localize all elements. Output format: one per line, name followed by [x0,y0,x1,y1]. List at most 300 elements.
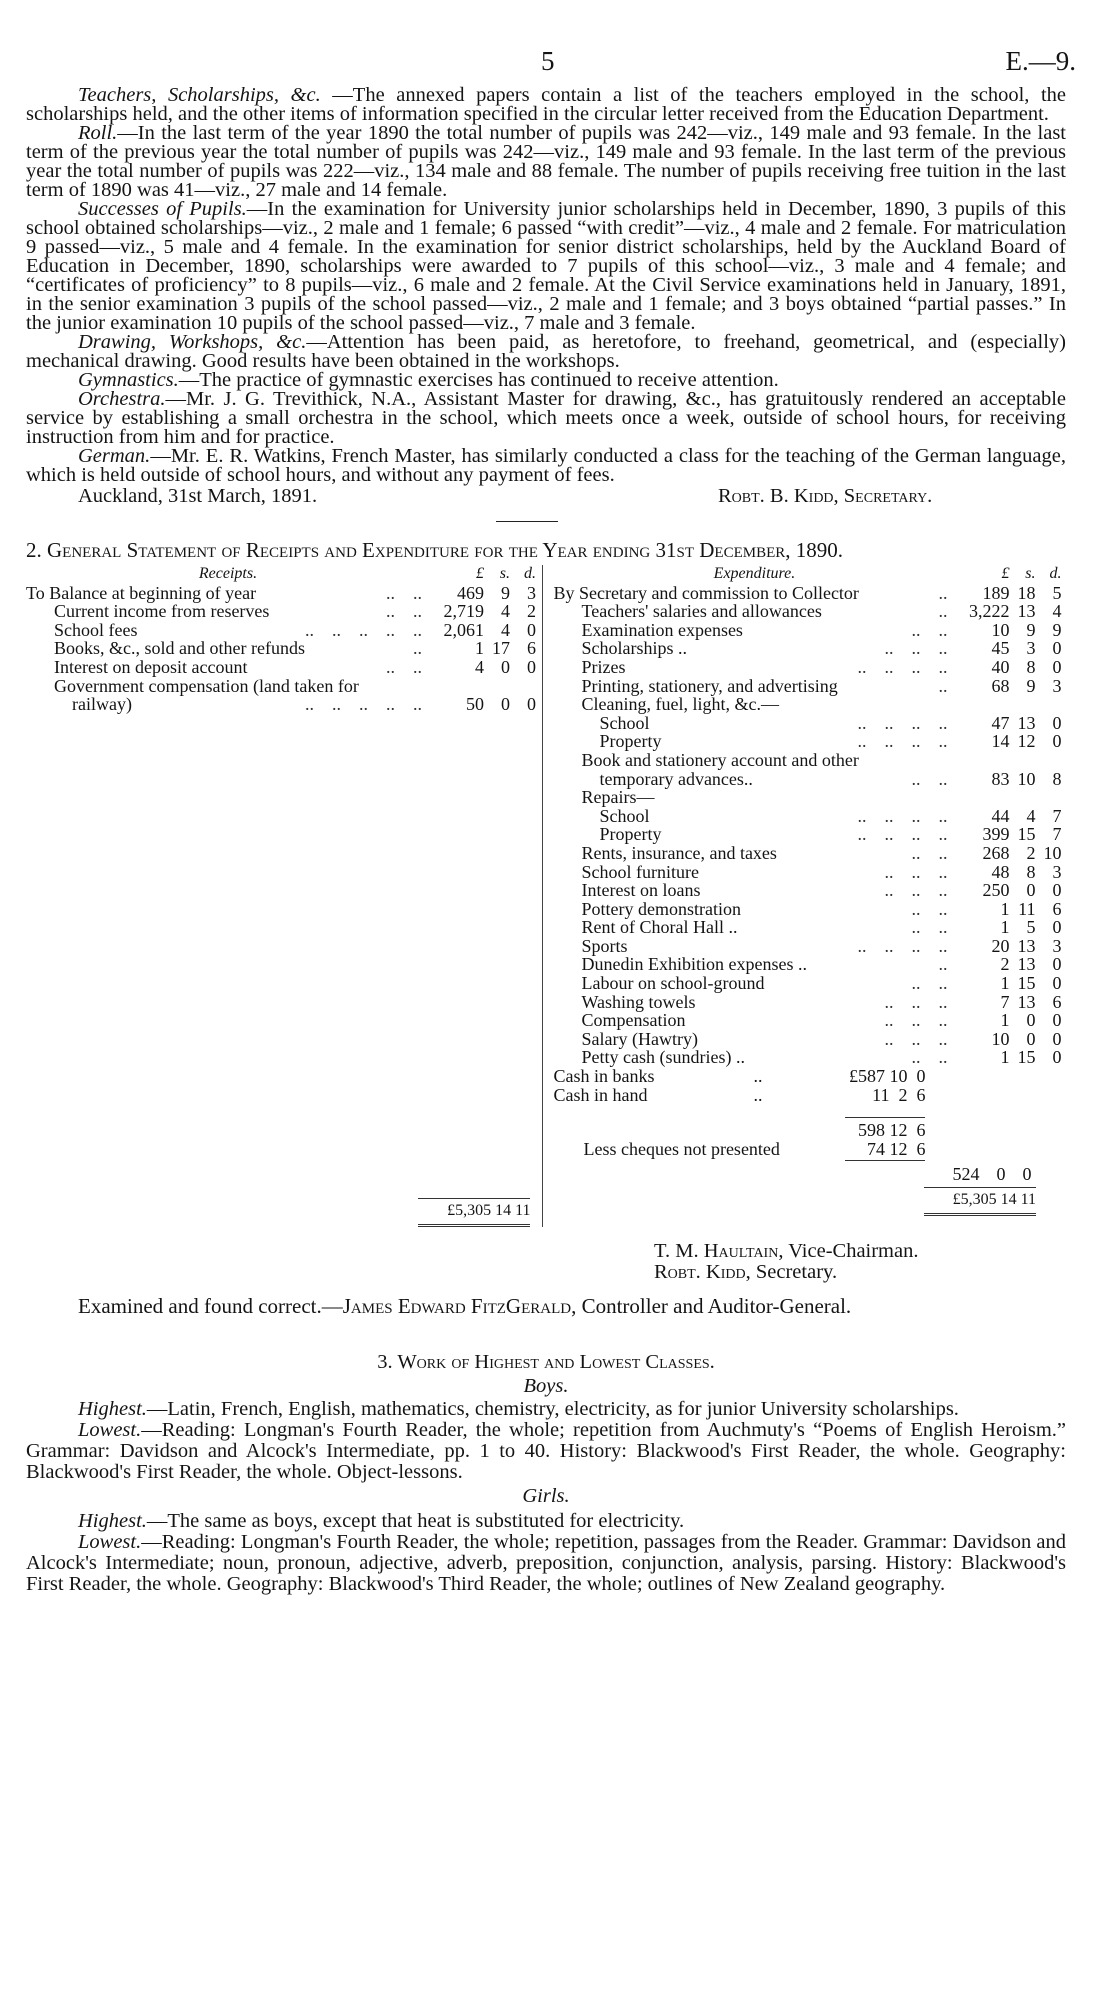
amount-shillings [1009,751,1035,770]
paragraph-text: —In the examination for University junior scholarships held in December, 1890, 3 pupils of this school obtained scholarships—viz., 2 male and 1 female; 6 passed “with credit”—viz., 4 male and 2 female. For matriculation 9 passed—viz., 5 male and 4 female. In the examination for senior district scholarships, held by the Auckland Board of Education in December, 1890, scholarships were awarded to 7 pupils of this school—viz., 3 male and 4 female; and “certificates of proficiency” to 8 pupils—viz., 6 male and 2 female. At the Civil Service examinations held in January, 1891, in the senior examination 3 pupils of the school passed—viz., 2 male and 1 female; and 3 boys obtained “partial passes.” In the junior examination 10 pupils of the school passed—viz., 7 male and 3 female. [26,198,1066,334]
leader-dots: .. .. [911,973,948,994]
amount-pence: 3 [1052,935,1062,956]
row-label [553,918,955,937]
amount-pounds: 45 [991,638,1010,659]
amount-pence: 3 [1052,861,1062,882]
amount-pounds: 7 [1000,991,1010,1012]
row-label [553,1030,955,1049]
paragraph-title: Teachers, Scholarships, &c. [78,84,321,106]
boys-heading: Boys. [523,1374,569,1397]
place-date: Auckland, 31st March, 1891. [78,485,318,507]
paragraph-text: —The annexed papers contain a list of the teachers employed in the school, the scholarships held, and the other items of information specified in the circular letter received from the Education Department. [26,84,1066,125]
amount-pence: 5 [1052,582,1062,603]
report-paragraph [26,333,1066,371]
cash-subtotal: 598 12 6 [857,1120,926,1141]
amount-pence: 0 [1052,880,1062,901]
amount-shillings: 3 [1026,638,1036,659]
row-label-text: Printing, stationery, and advertising [581,675,838,696]
amount-pounds: 44 [991,805,1010,826]
leader-dots: .. .. .. .. [857,805,948,826]
expenditure-row [553,602,1061,621]
signatory [654,1241,1066,1262]
paragraph-title: Gymnastics. [78,369,179,391]
expenditure-row [553,788,1061,807]
amount-shillings: 0 [1026,1010,1036,1031]
amount-pence: 0 [1052,1047,1062,1068]
amount-pence: 0 [527,656,536,677]
amount-pounds: 48 [991,861,1010,882]
leader-dots: .. [938,582,948,603]
amount-pence: 0 [1052,656,1062,677]
receipts-total: £5,305 14 11 [418,1198,530,1227]
amount-pence: 4 [1052,601,1062,622]
page-header [26,46,1076,86]
row-label-text: Property [599,731,662,752]
boys-lowest-text: —Reading: Longman's Fourth Reader, the whole; repetition from Auchmuty's “Poems of English Heroism.” Grammar: Davidson and Alcock's Intermediate, pp. 1 to 40. History: Blackwood's First Reader, the whole. Geography: Blackwood's First Reader, the whole. Object-lessons. [26,1418,1066,1483]
leader-dots: .. .. .. [884,861,948,882]
row-label [553,825,955,844]
expenditure-row [553,844,1061,863]
amount-shillings: 13 [1017,935,1036,956]
row-label-text: Examination expenses [581,619,743,640]
leader-dots: .. .. .. [884,1028,948,1049]
report-paragraph [26,124,1066,200]
expenditure-row [553,751,1061,770]
amount-pounds: 47 [991,712,1010,733]
leader-dots: .. .. .. [884,880,948,901]
row-label-text: Sports [581,935,628,956]
amount-pounds: 3,222 [968,601,1010,622]
pence-header: d. [1049,565,1062,582]
expenditure-row [553,1011,1061,1030]
receipts-header: Receipts. [198,565,258,582]
row-label-text: Rent of Choral Hall .. [581,917,738,938]
amount-shillings: 0 [1026,880,1036,901]
amount-pounds: 10 [991,1028,1010,1049]
less-cheques-amount: 74 12 6 [866,1139,926,1160]
amount-pounds: 14 [991,731,1010,752]
shillings-header: s. [1025,565,1036,582]
expenditure-row [553,1048,1061,1067]
amount-shillings: 15 [1017,824,1036,845]
amount-shillings: 0 [501,656,510,677]
leader-dots: .. [413,638,422,659]
leader-dots: .. .. [911,917,948,938]
amount-pounds: 2,061 [443,619,484,640]
row-label [553,621,955,640]
amount-pence: 2 [527,601,536,622]
leader-dots: .. .. [386,656,422,677]
auditor-name: James Edward FitzGerald [342,1293,572,1318]
expenditure-row [553,937,1061,956]
row-label [26,621,430,640]
cash-in-hand-amount: 11 2 6 [872,1085,926,1106]
amount-shillings [1009,695,1035,714]
leader-dots: .. .. [911,898,948,919]
amount-shillings: 18 [1017,582,1036,603]
row-label [553,900,955,919]
row-label [553,881,955,900]
leader-dots: .. .. [911,619,948,640]
expenditure-row [553,955,1061,974]
row-label [553,695,955,714]
leader-dots: .. [938,675,948,696]
amount-shillings: 12 [1017,731,1036,752]
paragraph-text: —Attention has been paid, as heretofore, to freehand, geometrical, and (especially) mechanical drawing. Good results have been obtained in the workshops. [26,331,1066,372]
receipt-row [26,602,536,621]
row-label-text: Scholarships .. [581,638,687,659]
amount-pence: 6 [1052,991,1062,1012]
amount-pounds: 189 [982,582,1010,603]
leader-dots: .. .. .. [884,991,948,1012]
row-label-text: Cleaning, fuel, light, &c.— [581,694,779,715]
girls-lowest-text: —Reading: Longman's Fourth Reader, the whole; repetition, passages from the Reader. Grammar: Davidson and Alcock's Intermediate; noun, pronoun, adjective, adverb, preposition, conjunction, analysis, parsing. History: Blackwood's First Reader, the whole. Geography: Blackwood's Third Reader, the whole; outlines of New Zealand geography. [26,1530,1066,1595]
amount-shillings: 0 [501,694,510,715]
document-page [26,46,1076,1595]
amount-shillings: 17 [492,638,510,659]
row-label [553,1048,955,1067]
row-label-text: Books, &c., sold and other refunds [54,638,305,659]
pounds-header: £ [1001,565,1010,582]
amount-shillings: 2 [1026,842,1036,863]
amount-pence [1035,751,1061,770]
amount-pence: 0 [1052,917,1062,938]
cash-in-hand-label: Cash in hand [553,1085,648,1106]
cash-in-banks-label: Cash in banks [553,1066,655,1087]
girls-highest [26,1511,1066,1532]
row-label-text: Government compensation (land taken for [54,675,359,696]
cash-in-banks-amount: £587 10 0 [848,1066,926,1087]
row-label-text: To Balance at beginning of year [26,582,257,603]
row-label [553,584,955,603]
report-paragraph [26,390,1066,447]
page-number: 5 [541,46,555,76]
amount-pence: 3 [527,582,536,603]
expenditure-row [553,993,1061,1012]
row-label-text: Teachers' salaries and allowances [581,601,822,622]
receipt-row [26,584,536,603]
expenditure-row [553,974,1061,993]
row-label-text: temporary advances.. [599,768,753,789]
row-label-text: School [599,712,650,733]
row-label-text: Washing towels [581,991,696,1012]
amount-pence: 0 [527,619,536,640]
paragraph-title: Successes of Pupils. [78,198,247,220]
amount-shillings: 13 [1017,712,1036,733]
girls-highest-title: Highest. [78,1509,147,1532]
receipt-row [26,639,536,658]
amount-shillings: 10 [1017,768,1036,789]
expenditure-row [553,639,1061,658]
row-label [553,770,955,789]
girls-heading: Girls. [522,1484,570,1507]
section-divider [496,521,558,522]
statement-heading: 2. General Statement of Receipts and Expenditure for the Year ending 31st December, 1890. [26,538,844,562]
row-label [553,714,955,733]
amount-shillings: 9 [501,582,510,603]
boys-lowest-title: Lowest. [78,1418,142,1441]
amount-pence: 0 [527,694,536,715]
amount-pence: 0 [1052,712,1062,733]
amount-shillings: 8 [1026,656,1036,677]
amount-pounds [955,695,1009,714]
audit-prefix: Examined and found correct.— [78,1293,343,1318]
shillings-header: s. [499,565,510,582]
row-label [553,732,955,751]
amount-pounds: 1 [1000,973,1010,994]
amount-pence: 6 [527,638,536,659]
amount-shillings [1009,788,1035,807]
signatory-role: , Secretary. [745,1260,838,1283]
expenditure-row [553,658,1061,677]
amount-pence: 0 [1052,954,1062,975]
pounds-header: £ [476,565,484,582]
leader-dots: .. .. [911,768,948,789]
boys-lowest [26,1420,1066,1483]
statement-accounts [26,565,1066,1227]
amount-shillings: 8 [1026,861,1036,882]
girls-lowest [26,1532,1066,1595]
report-reference: E.—9. [1005,46,1076,76]
auditor-title: , Controller and Auditor-General. [571,1293,852,1318]
amount-pence: 8 [1052,768,1062,789]
leader-dots: .. .. .. .. [857,712,948,733]
section3-heading: 3. Work of Highest and Lowest Classes. [377,1350,715,1373]
expenditure-row [553,807,1061,826]
row-label [26,658,430,677]
paragraph-text: —The practice of gymnastic exercises has continued to receive attention. [178,369,779,391]
expenditure-total: £5,305 14 11 [924,1187,1036,1216]
row-label-text: By Secretary and commission to Collector [553,582,859,603]
row-label [553,639,955,658]
amount-pence: 0 [1052,973,1062,994]
amount-shillings: 4 [1026,805,1036,826]
row-label [553,751,955,770]
cash-dots: .. [753,1085,763,1106]
row-label-text: Current income from reserves [54,601,270,622]
amount-pounds: 40 [991,656,1010,677]
row-label-text: Prizes [581,656,626,677]
expenditure-header: Expenditure. [713,565,796,582]
boys-highest-title: Highest. [78,1397,147,1420]
amount-pence: 0 [1052,1028,1062,1049]
amount-pounds: 68 [991,675,1010,696]
amount-pounds: 2,719 [443,601,484,622]
row-label-text: Interest on deposit account [54,656,248,677]
row-label [553,955,955,974]
cash-net-pence: 0 [1022,1164,1032,1185]
amount-pence: 10 [1043,842,1062,863]
receipt-row [26,621,536,640]
amount-pence [1035,695,1061,714]
report-paragraphs [26,86,1066,485]
expenditure-row [553,1030,1061,1049]
row-label-text: Property [599,824,662,845]
paragraph-title: Roll. [78,122,118,144]
cash-block [553,1067,1066,1187]
row-label-text: School furniture [581,861,699,882]
expenditure-row [553,881,1061,900]
cash-net-pounds: 524 [952,1164,980,1185]
row-label [553,658,955,677]
leader-dots: .. .. .. .. .. [305,619,422,640]
expenditure-row [553,677,1061,696]
expenditure-row [553,584,1061,603]
signatory-name: T. M. Haultain [654,1239,779,1262]
row-label [553,788,955,807]
amount-pounds: 20 [991,935,1010,956]
signatory-name: Robt. Kidd [654,1260,746,1283]
row-label-text: Salary (Hawtry) [581,1028,698,1049]
boys-highest [26,1399,1066,1420]
amount-pounds: 1 [1000,1047,1010,1068]
amount-shillings: 4 [501,619,510,640]
receipt-row [26,695,536,714]
row-label-text: Dunedin Exhibition expenses .. [581,954,807,975]
amount-shillings: 4 [501,601,510,622]
girls-highest-text: —The same as boys, except that heat is substituted for electricity. [146,1509,685,1532]
amount-shillings: 9 [1026,675,1036,696]
receipts-column [26,565,543,1227]
expenditure-row [553,918,1061,937]
amount-pence: 9 [1052,619,1062,640]
amount-shillings: 13 [1017,991,1036,1012]
amount-pence: 7 [1052,824,1062,845]
expenditure-row [553,900,1061,919]
leader-dots: .. .. [911,1047,948,1068]
amount-pounds: 399 [982,824,1010,845]
row-label [26,677,430,696]
row-label [553,1011,955,1030]
row-label [553,602,955,621]
paragraph-title: German. [78,445,151,467]
cash-dots: .. [753,1066,763,1087]
amount-pence: 0 [1052,1010,1062,1031]
amount-pounds [430,677,484,696]
row-label [553,844,955,863]
amount-pounds: 469 [457,582,484,603]
amount-pounds [955,751,1009,770]
expenditure-row [553,825,1061,844]
expenditure-row [553,732,1061,751]
amount-pounds: 1 [1000,1010,1010,1031]
row-label [553,863,955,882]
leader-dots: .. .. .. .. [857,935,948,956]
signoff-signature: Robt. B. Kidd, Secretary. [718,485,933,507]
paragraph-title: Orchestra. [78,388,166,410]
amount-shillings: 0 [1026,1028,1036,1049]
amount-pounds [955,788,1009,807]
amount-pence: 3 [1052,675,1062,696]
row-label-text: Petty cash (sundries) .. [581,1047,745,1068]
receipt-row [26,658,536,677]
leader-dots: .. .. .. .. .. [305,694,422,715]
signatory-role: , Vice-Chairman. [778,1239,919,1262]
girls-lowest-title: Lowest. [78,1530,142,1553]
leader-dots: .. .. .. .. [857,824,948,845]
row-label-text: Pottery demonstration [581,898,741,919]
row-label [26,695,430,714]
signoff [26,486,1066,506]
amount-shillings: 15 [1017,973,1036,994]
row-label [553,993,955,1012]
signatory [654,1262,1066,1283]
receipt-row [26,677,536,696]
row-label [26,584,430,603]
amount-shillings: 11 [1018,898,1036,919]
amount-pounds: 2 [1000,954,1010,975]
leader-dots: .. .. .. .. [857,656,948,677]
leader-dots: .. .. [911,842,948,863]
row-label-text: School fees [54,619,138,640]
leader-dots: .. .. .. [884,638,948,659]
amount-pence [1035,788,1061,807]
row-label-text: Compensation [581,1010,686,1031]
row-label [26,602,430,621]
less-cheques-label: Less cheques not presented [583,1139,780,1160]
row-label [26,639,430,658]
leader-dots: .. [938,601,948,622]
leader-dots: .. .. [386,601,422,622]
signatories [26,1241,1066,1283]
amount-pounds: 10 [991,619,1010,640]
row-label-text: Repairs— [581,787,655,808]
amount-shillings: 13 [1017,954,1036,975]
amount-pence: 7 [1052,805,1062,826]
cash-net-rule [845,1160,925,1161]
paragraph-text: —Mr. E. R. Watkins, French Master, has similarly conducted a class for the teaching of the German language, which is held outside of school hours, and without any payment of fees. [26,445,1066,486]
row-label-text: Interest on loans [581,880,701,901]
boys-highest-text: —Latin, French, English, mathematics, chemistry, electricity, as for junior University scholarships. [146,1397,959,1420]
amount-shillings: 5 [1026,917,1036,938]
leader-dots: .. .. [386,582,422,603]
expenditure-column [543,565,1066,1227]
row-label [553,937,955,956]
amount-pence: 0 [1052,638,1062,659]
amount-pounds: 1 [1000,898,1010,919]
row-label-text: Book and stationery account and other [581,749,859,770]
leader-dots: .. .. .. .. [857,731,948,752]
amount-pounds: 1 [1000,917,1010,938]
expenditure-row [553,863,1061,882]
amount-pounds: 50 [466,694,484,715]
report-paragraph [26,447,1066,485]
expenditure-row [553,770,1061,789]
audit-statement [78,1295,1066,1317]
pence-header: d. [524,565,536,582]
amount-pence: 6 [1052,898,1062,919]
paragraph-text: —In the last term of the year 1890 the total number of pupils was 242—viz., 149 male and 93 female. In the last term of the previous year the total number of pupils was 242—viz., 149 male and 93 female. In the last term of the previous year the total number of pupils was 222—viz., 134 male and 88 female. The number of pupils receiving free tuition in the last term of 1890 was 41—viz., 27 male and 14 female. [26,122,1066,201]
expenditure-row [553,695,1061,714]
row-label-text: Rents, insurance, and taxes [581,842,777,863]
row-label [553,974,955,993]
amount-pounds: 4 [475,656,484,677]
amount-pounds: 83 [991,768,1010,789]
cash-subtotal-rule [845,1117,925,1118]
expenditure-row [553,621,1061,640]
amount-pounds: 268 [982,842,1010,863]
row-label [553,807,955,826]
row-label-text: School [599,805,650,826]
report-paragraph [26,200,1066,333]
leader-dots: .. [938,954,948,975]
amount-pence [510,677,536,696]
cash-net-shillings: 0 [996,1164,1006,1185]
row-label-text: railway) [72,694,132,715]
amount-pounds: 1 [475,638,484,659]
amount-shillings: 15 [1017,1047,1036,1068]
amount-shillings: 13 [1017,601,1036,622]
